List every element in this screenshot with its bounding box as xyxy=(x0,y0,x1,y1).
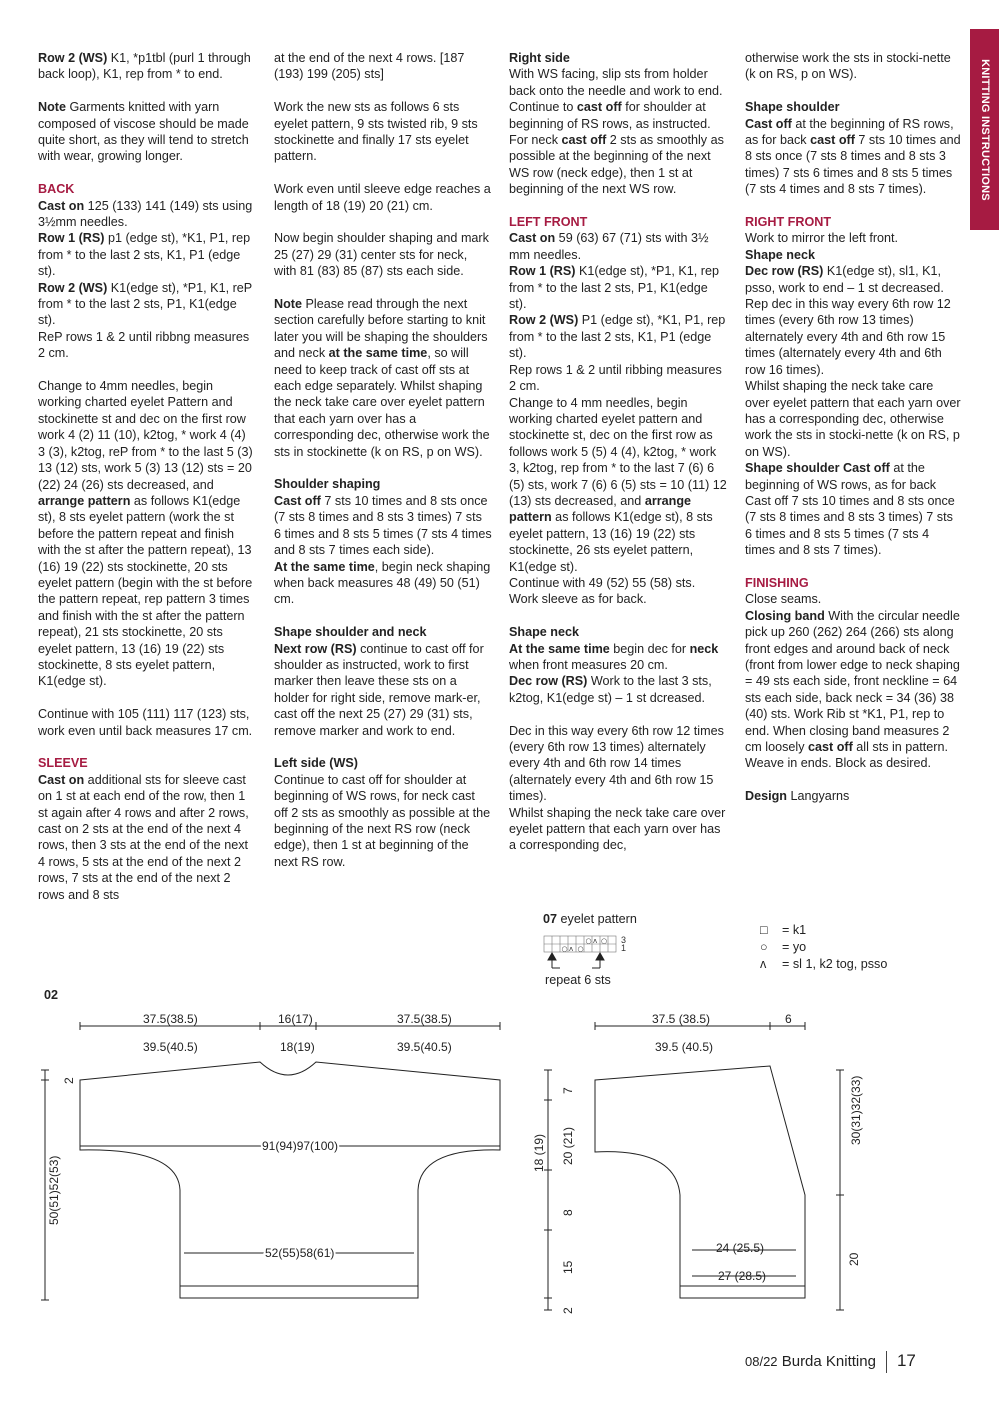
change-text-2: as follows K1(edge st), 8 sts eyelet pattern (work the st before the pattern repeat and finish with the st after the pattern repeat), 13 (16) 19 (22) sts stockinette, 20 sts eyelet pattern (begin with the st before the pattern repeat, rep pattern 3 times and finish with the st after the pattern repeat), 21 sts stockinette, 20 sts eyelet pattern, 13 (16) 19 (22) sts stockinette, 8 sts eyelet pattern, K1(edge st). xyxy=(38,493,253,689)
right-side-section xyxy=(509,50,727,198)
continue-para xyxy=(38,706,256,739)
band-text-2: all sts in pattern. Weave in ends. Block as desired. xyxy=(745,740,948,771)
legend-k1-text: = k1 xyxy=(782,923,807,937)
lf-rep-text: Rep rows 1 & 2 until ribbing measures 2 cm. xyxy=(509,362,722,394)
side-measure-2: 18 (19) xyxy=(532,1133,546,1172)
rf-text: Work to mirror the left front. xyxy=(745,231,899,246)
rf-neck-heading: Shape neck xyxy=(745,247,815,262)
front-bot-a: 39.5 (40.5) xyxy=(655,1040,714,1054)
svg-text:○: ○ xyxy=(601,937,608,945)
right-front-heading: RIGHT FRONT xyxy=(745,215,832,230)
ss-label-2: cast off xyxy=(810,133,855,148)
lf-cast-text: 59 (63) 67 (71) sts with 3½ mm needles. xyxy=(509,231,709,262)
back-row1-text: p1 (edge st), *K1, P1, rep from * to the last 2 sts, K1, P1 (edge st). xyxy=(38,231,251,279)
front-top-a: 37.5 (38.5) xyxy=(652,1012,711,1026)
left-side-heading: Left side (WS) xyxy=(274,756,358,771)
back-row2-para xyxy=(38,50,256,83)
dec-row-label: Dec row (RS) xyxy=(509,674,588,689)
back-row1-label: Row 1 (RS) xyxy=(38,231,105,246)
repeat-label: repeat 6 sts xyxy=(545,973,611,987)
chart-row-3: 3 xyxy=(621,935,627,945)
front-hem-1: 24 (25.5) xyxy=(716,1241,765,1255)
yo-symbol-icon: ○ xyxy=(760,940,768,954)
sneck-same-label: At the same time xyxy=(509,641,610,656)
note2-label: Note xyxy=(274,297,302,312)
col4-cont-text: otherwise work the sts in stocki-nette (k on RS, p on WS). xyxy=(745,51,951,82)
back-top-right: 37.5(38.5) xyxy=(397,1012,452,1026)
note2-text-1: Please read through the next section carefully before starting to knit later you will be shaping the shoulders and neck xyxy=(274,297,488,361)
back-heading: BACK xyxy=(38,182,75,197)
back-bot-right: 39.5(40.5) xyxy=(397,1040,452,1054)
sleeve-cont-text: at the end of the next 4 rows. [187 (193) 199 (205) sts] xyxy=(274,51,465,82)
sleeve-section xyxy=(38,755,256,903)
now-text: Now begin shoulder shaping and mark 25 (27) 29 (31) center sts for neck, with 81 (83) 85 (87) sts each side. xyxy=(274,231,489,279)
even-para xyxy=(274,181,492,214)
sleeve-heading: SLEEVE xyxy=(38,756,88,771)
sl1-symbol-icon: ʌ xyxy=(760,957,767,971)
back-top-mid: 16(17) xyxy=(278,1012,313,1026)
rf-dec-label: Dec row (RS) xyxy=(745,264,824,279)
right-front-section xyxy=(745,214,961,559)
left-front-heading: LEFT FRONT xyxy=(509,215,588,230)
back-height-total: 50(51)52(53) xyxy=(47,1155,61,1225)
eyelet-chart xyxy=(540,932,640,976)
sleeve-cast-label: Cast on xyxy=(38,772,85,787)
shoulder-label: Cast off xyxy=(274,493,321,508)
page-footer xyxy=(745,1351,916,1373)
svg-text:○: ○ xyxy=(585,937,592,945)
band-label: Closing band xyxy=(745,608,825,623)
ss-text-2: 7 sts 10 times and 8 sts once (7 sts 8 times and 8 sts 3 times) 7 sts 6 times and 8 sts 5 times (7 sts 4 times and 8 sts 7 times). xyxy=(745,133,961,197)
dec-way-text: Dec in this way every 6th row 12 times (every 6th row 13 times) alternately every 4th and 6th row 14 times (alternately every 4th and 6th row 15 times). xyxy=(509,723,724,804)
left-front-section xyxy=(509,214,727,608)
change-para xyxy=(38,378,256,690)
shape-sn-text: continue to cast off for shoulder as instructed, work to first marker then leave these sts on a holder for right side, remove mark-er, cast off the next 25 (27) 29 (31) sts, remove marker and work to end. xyxy=(274,641,484,738)
side-measure-6: 2 xyxy=(561,1307,575,1314)
note-label: Note xyxy=(38,100,66,115)
page-number: 17 xyxy=(896,1351,916,1370)
shoulder-section xyxy=(274,476,492,607)
back-cast-text: 125 (133) 141 (149) sts using 3½mm needles. xyxy=(38,198,253,230)
legend-item-k1 xyxy=(760,922,887,939)
back-rep-text: ReP rows 1 & 2 until ribbng measures 2 cm. xyxy=(38,329,250,361)
svg-text:ʌ: ʌ xyxy=(593,937,598,945)
back-row2b-text: K1(edge st), *P1, K1, reP from * to the last 2 sts, P1, K1(edge st). xyxy=(38,280,252,328)
shape-neck-heading: Shape neck xyxy=(509,625,579,640)
note-text: Garments knitted with yarn composed of viscose should be made quite short, as they will tend to stretch with wear, growing longer. xyxy=(38,100,249,164)
symbol-legend xyxy=(760,922,887,973)
rf-rep-text: Rep dec in this way every 6th row 12 times (every 6th row 13 times) alternately every 4th and 6th row 15 times (alternately every 4th and 6th row 16 times). xyxy=(745,297,951,377)
sleeve-cast-text: additional sts for sleeve cast on 1 st at each end of the row, then 1 st again after 4 rows and after 2 rows, cast on 2 sts at the end of the next 4 rows, then 3 sts at the end of the next 4 rows, 5 sts at the end of the next 2 rows, 7 sts at the end of the next 2 rows and 8 sts xyxy=(38,772,249,902)
footer-publication: Burda Knitting xyxy=(781,1353,876,1370)
shape-shoulder-heading: Shape shoulder xyxy=(745,100,840,115)
lf-row1-label: Row 1 (RS) xyxy=(509,264,576,279)
chart-row-1: 1 xyxy=(621,943,627,953)
lf-change-bold: arrange pattern xyxy=(509,493,692,525)
design-text: Langyarns xyxy=(787,789,850,804)
rf-dec-text: K1(edge st), sl1, K1, psso, work to end – 1 st decreased. xyxy=(745,264,944,295)
back-row2-label: Row 2 (WS) xyxy=(38,51,108,65)
back-row2-text: K1, *p1tbl (purl 1 through back loop), K1, rep from * to end. xyxy=(38,51,251,82)
section-tab xyxy=(970,29,999,230)
front-height-neck: 30(31)32(33) xyxy=(849,1075,863,1145)
note2-bold: at the same time xyxy=(328,346,428,361)
text-column-3 xyxy=(509,50,727,870)
right-side-text-1: With WS facing, slip sts from holder back onto the needle and work to end. Continue to xyxy=(509,67,723,115)
now-para xyxy=(274,230,492,279)
back-row2b-label: Row 2 (WS) xyxy=(38,280,108,295)
shoulder-text: 7 sts 10 times and 8 sts once (7 sts 8 times and 8 sts 3 times) 7 sts 6 times and 8 sts 5 times (7 sts 4 times and 8 sts 7 times each side). xyxy=(274,493,492,558)
band-bold: cast off xyxy=(808,740,853,755)
work-para xyxy=(274,99,492,165)
dec-way-para xyxy=(509,723,727,854)
note-para xyxy=(38,99,256,165)
shoulder-heading: Shoulder shaping xyxy=(274,477,381,492)
lf-row2-text: P1 (edge st), *K1, P1, rep from * to the last 2 sts, K1, P1 (edge st). xyxy=(509,313,726,361)
legend-item-yo xyxy=(760,939,887,956)
right-side-heading: Right side xyxy=(509,51,570,65)
back-bot-left: 39.5(40.5) xyxy=(143,1040,198,1054)
side-measure-3: 20 (21) xyxy=(561,1126,575,1165)
garment-schematic xyxy=(0,980,999,1320)
back-width-hem: 52(55)58(61) xyxy=(265,1246,335,1260)
side-measure-5: 15 xyxy=(561,1260,575,1274)
finishing-heading: FINISHING xyxy=(745,575,809,590)
fin-text: Close seams. xyxy=(745,592,822,607)
back-bot-mid: 18(19) xyxy=(280,1040,315,1054)
work-text: Work the new sts as follows 6 sts eyelet pattern, 9 sts twisted rib, 9 sts stockinette and finally 17 sts eyelet pattern. xyxy=(274,100,478,164)
footer-divider xyxy=(886,1351,887,1373)
change-bold: arrange pattern xyxy=(38,493,131,508)
front-hem-2: 27 (28.5) xyxy=(718,1269,767,1283)
ss-text-1: at the beginning of RS rows, as for back xyxy=(745,116,954,148)
legend-item-sl1 xyxy=(760,956,887,973)
text-column-4 xyxy=(745,50,961,821)
back-top-left: 37.5(38.5) xyxy=(143,1012,198,1026)
design-label: Design xyxy=(745,789,787,804)
ss-label-1: Cast off xyxy=(745,116,792,131)
rf-ss-text: at the beginning of WS rows, as for back Cast off 7 sts 10 times and 8 sts once (7 sts 8 times and 8 sts 3 times) 7 sts 6 times and 8 sts 5 times (7 sts 4 times and 8 sts 7 times). xyxy=(745,461,955,558)
schematic-label: 02 xyxy=(44,988,59,1002)
front-height-low: 20 xyxy=(847,1252,861,1266)
sneck-bold: neck xyxy=(689,641,719,656)
k1-symbol-icon: □ xyxy=(760,923,768,937)
shape-sn-label: Next row (RS) xyxy=(274,641,357,656)
svg-text:○: ○ xyxy=(561,945,568,953)
front-top-b: 6 xyxy=(785,1012,792,1026)
dec-row-text: Work to the last 3 sts, k2tog, K1(edge st) – 1 st dcreased. xyxy=(509,674,712,705)
right-side-text-2: for shoulder at beginning of RS rows, as instructed. For neck xyxy=(509,100,711,148)
right-side-bold-1: cast off xyxy=(576,100,622,115)
lf-continue-text: Continue with 49 (52) 55 (58) sts. Work sleeve as for back. xyxy=(509,575,696,607)
back-section xyxy=(38,181,256,361)
legend-yo-text: = yo xyxy=(782,940,807,954)
back-cast-label: Cast on xyxy=(38,198,85,213)
right-side-bold-2: cast off xyxy=(561,133,607,148)
rf-ss-label: Shape shoulder Cast off xyxy=(745,461,890,476)
left-side-section xyxy=(274,755,492,870)
note2-para xyxy=(274,296,492,460)
shape-sn-heading: Shape shoulder and neck xyxy=(274,625,427,640)
lf-row2-label: Row 2 (WS) xyxy=(509,313,579,328)
whilst-text: Whilst shaping the neck take care over eyelet pattern that each yarn over has a corresponding dec, xyxy=(509,805,726,853)
left-side-text: Continue to cast off for shoulder at beginning of WS rows, for neck cast off 2 sts as smoothly as possible at the beginning of the next RS row (neck edge), then 1 st at beginning of the next RS row. xyxy=(274,772,491,869)
shape-neck-section xyxy=(509,624,727,706)
lf-change-text-2: as follows K1(edge st), 8 sts eyelet pattern, 13 (16) 19 (22) sts stockinette, 26 sts eyelet pattern, K1(edge st). xyxy=(509,510,713,574)
change-text-1: Change to 4mm needles, begin working charted eyelet Pattern and stockinette st and dec on the first row work 4 (2) 11 (10), k2tog, * work 4 (4) 3 (3), k2tog, reP from * to the last 5 (3) 13 (12) sts, work 5 (3) 13 (12) sts = 20 (22) 24 (26) sts decreased, and xyxy=(38,379,253,492)
svg-text:○: ○ xyxy=(577,945,584,953)
legend-sl1-text: = sl 1, k2 tog, psso xyxy=(782,957,888,971)
right-side-text-3: 2 sts as smoothly as possible at the beginning of the next WS row (neck edge), then 1 st at beginning of the next WS row. xyxy=(509,133,724,197)
same-time-text: , begin neck shaping when back measures 48 (49) 50 (51) cm. xyxy=(274,559,491,607)
chart-title-num: 07 xyxy=(543,912,558,926)
shape-shoulder-section xyxy=(745,99,961,197)
rf-whilst-text: Whilst shaping the neck take care over eyelet pattern that each yarn over has a corresponding dec, otherwise work the sts in stocki-nette (k on RS, p on WS). xyxy=(745,379,961,459)
back-width-body: 91(94)97(100) xyxy=(262,1139,339,1153)
continue-text: Continue with 105 (111) 117 (123) sts, work even until back measures 17 cm. xyxy=(38,707,253,738)
section-tab-label: KNITTING INSTRUCTIONS xyxy=(978,58,991,201)
sleeve-cont-para xyxy=(274,50,492,83)
design-para xyxy=(745,788,961,804)
band-text-1: With the circular needle pick up 260 (262) 264 (266) sts along front edges and around back of neck (front from lower edge to neck shaping = 49 sts each side, front neckline = 64 sts each side, back neck = 34 (36) 38 (40) sts. Work Rib st *K1, P1, rep to end. When closing band measures 2 cm loosely xyxy=(745,608,960,755)
sneck-text-2: when front measures 20 cm. xyxy=(509,658,668,672)
col4-cont-para xyxy=(745,50,961,83)
back-height-top: 2 xyxy=(62,1077,76,1084)
even-text: Work even until sleeve edge reaches a length of 18 (19) 20 (21) cm. xyxy=(274,182,491,213)
shape-sn-section xyxy=(274,624,492,739)
svg-text:ʌ: ʌ xyxy=(569,945,574,953)
side-measure-1: 7 xyxy=(561,1087,575,1094)
side-measure-4: 8 xyxy=(561,1209,575,1216)
text-column-1 xyxy=(38,50,256,919)
chart-title xyxy=(543,912,637,926)
lf-row1-text: K1(edge st), *P1, K1, rep from * to the last 2 sts, P1, K1(edge st). xyxy=(509,264,719,312)
note2-text-2: , so will need to keep track of cast off sts at each edge separately. Whilst shaping the neck take care over eyelet pattern that each yarn over has a corresponding dec, otherwise work the sts in stockinette (k on RS, p on WS). xyxy=(274,346,490,459)
text-column-2 xyxy=(274,50,492,887)
footer-issue: 08/22 xyxy=(745,1354,778,1369)
same-time-label: At the same time xyxy=(274,559,375,574)
lf-cast-label: Cast on xyxy=(509,231,556,246)
finishing-section xyxy=(745,575,961,772)
lf-change-text-1: Change to 4 mm needles, begin working charted eyelet pattern and stockinette st, dec on the first row as follows work 5 (5) 4 (4), k2tog, * work 3, k2tog, rep from * to the last 7 (6) 6 (5) sts, work 7 (6) 6 (5) sts = 10 (11) 12 (13) sts decreased, and xyxy=(509,395,727,508)
sneck-text-1: begin dec for xyxy=(609,641,690,656)
chart-title-text: eyelet pattern xyxy=(557,912,637,926)
